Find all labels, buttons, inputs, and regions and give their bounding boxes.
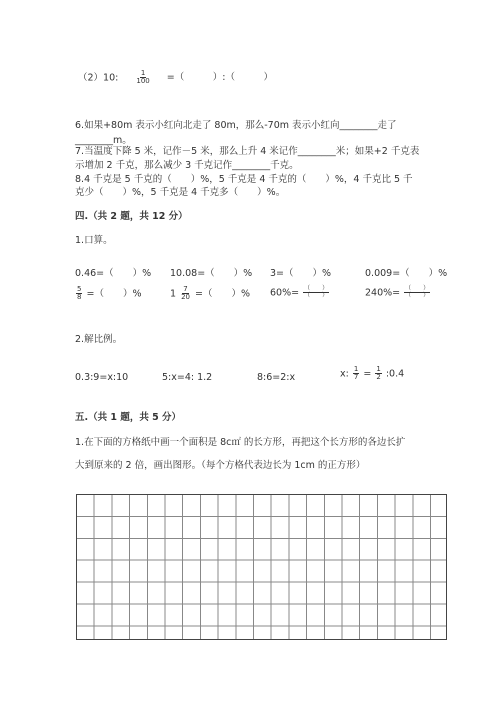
grid-paper [76, 494, 447, 640]
question-2-fraction [135, 70, 150, 86]
question-2-row [78, 70, 273, 86]
item-8-den: （ ） [405, 292, 430, 300]
item-7-den: （ ） [304, 292, 329, 300]
proportion-item-1: 0.3:9=x:10 [75, 372, 129, 383]
mental-math-item-5 [75, 286, 142, 302]
mental-math-item-8 [365, 286, 431, 300]
mental-math-item-4: 0.009=（ ）% [365, 268, 448, 279]
item-6-whole: 1 [170, 288, 177, 300]
item-4-fraction-1 [353, 366, 359, 382]
item-4-den-1: 7 [353, 373, 359, 382]
proportion-item-4 [340, 366, 404, 382]
item-6-fraction [180, 286, 191, 302]
item-4-num-1: 1 [353, 365, 359, 373]
question-2-prefix: （2）10: [78, 72, 119, 84]
mental-math-item-2: 10.08=（ ）% [170, 268, 253, 279]
question-2-frac-den: 100 [136, 77, 150, 86]
item-7-prefix: 60%= [270, 287, 300, 299]
item-4-prefix: x: [340, 368, 349, 380]
question-7-line1: 7.当温度下降 5 米，记作－5 米，那么上升 4 米记作________米；如果+2 千克表 [75, 146, 420, 157]
item-4-suffix: :0.4 [385, 368, 405, 380]
item-8-prefix: 240%= [365, 287, 401, 299]
question-8-line2: 克少（ ）%，5 千克是 4 千克多（ ）%。 [75, 187, 286, 198]
item-4-fraction-2 [375, 366, 381, 382]
section-5-line2: 大到原来的 2 倍，画出图形。（每个方格代表边长为 1cm 的正方形） [75, 460, 366, 471]
section-4-sub1: 1.口算。 [75, 235, 113, 246]
mental-math-item-3: 3=（ ）% [270, 268, 332, 279]
section-5-line1: 1.在下面的方格纸中画一个面积是 8c㎡ 的长方形，再把这个长方形的各边长扩 [75, 437, 406, 448]
proportion-item-3: 8:6=2:x [257, 372, 296, 383]
item-6-den: 20 [181, 293, 190, 302]
mental-math-item-6 [170, 286, 250, 302]
item-4-mid: = [363, 368, 372, 380]
item-7-num: （ ） [304, 285, 329, 292]
question-6-line2: ________m。 [75, 135, 132, 146]
mental-math-item-7 [270, 286, 330, 300]
section-4-sub2: 2.解比例。 [75, 334, 123, 345]
question-2-frac-num: 1 [140, 69, 146, 77]
item-6-num: 7 [183, 285, 188, 293]
item-4-num-2: 1 [376, 365, 381, 373]
item-5-num: 5 [77, 285, 82, 293]
item-7-fraction [303, 286, 329, 300]
question-6-line1: 6.如果+80m 表示小红向北走了 80m，那么-70m 表示小红向________走了 [75, 120, 397, 131]
section-5-title: 五.（共 1 题，共 5 分） [75, 412, 182, 423]
question-2-suffix: =（ ）:（ ） [166, 72, 273, 84]
item-5-fraction [76, 286, 82, 302]
item-5-suffix: =（ ）% [86, 288, 142, 300]
question-8-line1: 8.4 千克是 5 千克的（ ）%，5 千克是 4 千克的（ ）%，4 千克比 5 千 [75, 174, 413, 185]
item-5-den: 8 [77, 293, 82, 302]
question-7-line2: 示增加 2 千克，那么减少 3 千克记作________千克。 [75, 160, 299, 171]
item-4-den-2: 2 [376, 373, 381, 382]
item-8-num: （ ） [405, 285, 430, 292]
section-4-title: 四.（共 2 题，共 12 分） [75, 211, 188, 222]
item-8-fraction [404, 286, 430, 300]
proportion-item-2: 5:x=4: 1.2 [162, 372, 213, 383]
mental-math-item-1: 0.46=（ ）% [75, 268, 152, 279]
item-6-suffix: =（ ）% [195, 288, 251, 300]
